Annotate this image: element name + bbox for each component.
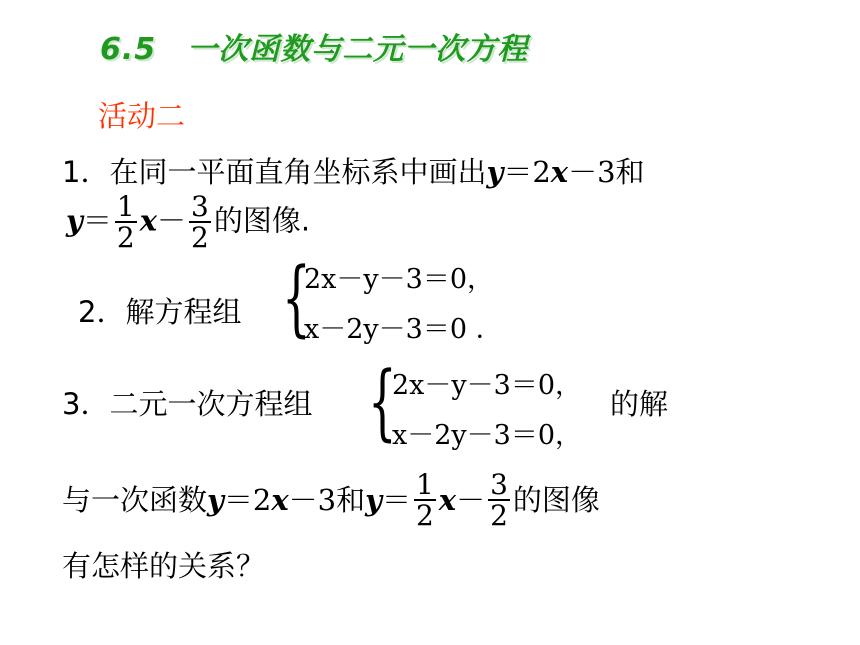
- q1-prefix: 1．在同一平面直角坐标系中画出: [62, 155, 487, 189]
- q1-eq1-a: ＝2: [503, 155, 551, 189]
- activity-heading: 活动二: [98, 99, 186, 133]
- q3-line2-prefix: 与一次函数: [62, 482, 208, 517]
- q3-f1-num: 1: [415, 468, 434, 501]
- q1-eq2-y: y: [66, 203, 83, 238]
- q3-fraction-1: [414, 470, 436, 531]
- q3-b: －3和: [288, 482, 366, 517]
- q1-f1-num: 1: [116, 190, 135, 223]
- q3-line2-suffix: 的图像: [512, 482, 600, 517]
- q3-y1: y: [207, 482, 224, 517]
- q3-y2: y: [365, 482, 382, 517]
- q1-line1: [62, 155, 645, 189]
- q3-eq: ＝: [381, 482, 411, 517]
- q3-brace: {: [368, 355, 397, 450]
- q3-tail: 的解: [610, 387, 669, 421]
- q1-eq2-eq: ＝: [82, 203, 112, 238]
- q1-fraction-2: [189, 192, 211, 253]
- q3-f1-den: 2: [415, 499, 434, 533]
- q2-system-row2: x－2y－3＝0 ．: [304, 314, 503, 345]
- q2-label: 2．解方程组: [78, 295, 242, 329]
- q1-f1-den: 2: [116, 221, 135, 255]
- q1-line2: [66, 192, 310, 253]
- q1-eq2-minus: －: [157, 203, 187, 238]
- q3-x2: x: [438, 482, 457, 517]
- q3-line2: [62, 470, 600, 531]
- q3-minus: －: [456, 482, 486, 517]
- slide-title: 6.5 一次函数与二元一次方程: [100, 32, 529, 67]
- q3-f2-num: 3: [490, 468, 508, 501]
- q1-f2-den: 2: [191, 221, 209, 255]
- q1-var-x: x: [550, 155, 569, 189]
- q3-fraction-2: [488, 470, 510, 531]
- q3-label: 3．二元一次方程组: [62, 387, 313, 421]
- q1-eq2-x: x: [139, 203, 157, 238]
- q3-f2-den: 2: [490, 499, 508, 533]
- q3-a: ＝2: [223, 482, 272, 517]
- q3-system-row1: 2x－y－3＝0，: [392, 370, 583, 401]
- q2-system-row1: 2x－y－3＝0，: [304, 264, 495, 295]
- q1-var-y: y: [486, 155, 504, 189]
- q3-system-row2: x－2y－3＝0，: [392, 420, 583, 451]
- q1-eq1-b: －3和: [568, 155, 645, 189]
- q1-fraction-1: [115, 192, 137, 253]
- q3-line3: 有怎样的关系？: [62, 549, 266, 583]
- q1-suffix: 的图像.: [213, 203, 311, 238]
- q1-f2-num: 3: [191, 190, 209, 223]
- q2-brace: {: [282, 251, 311, 346]
- q3-x1: x: [271, 482, 289, 517]
